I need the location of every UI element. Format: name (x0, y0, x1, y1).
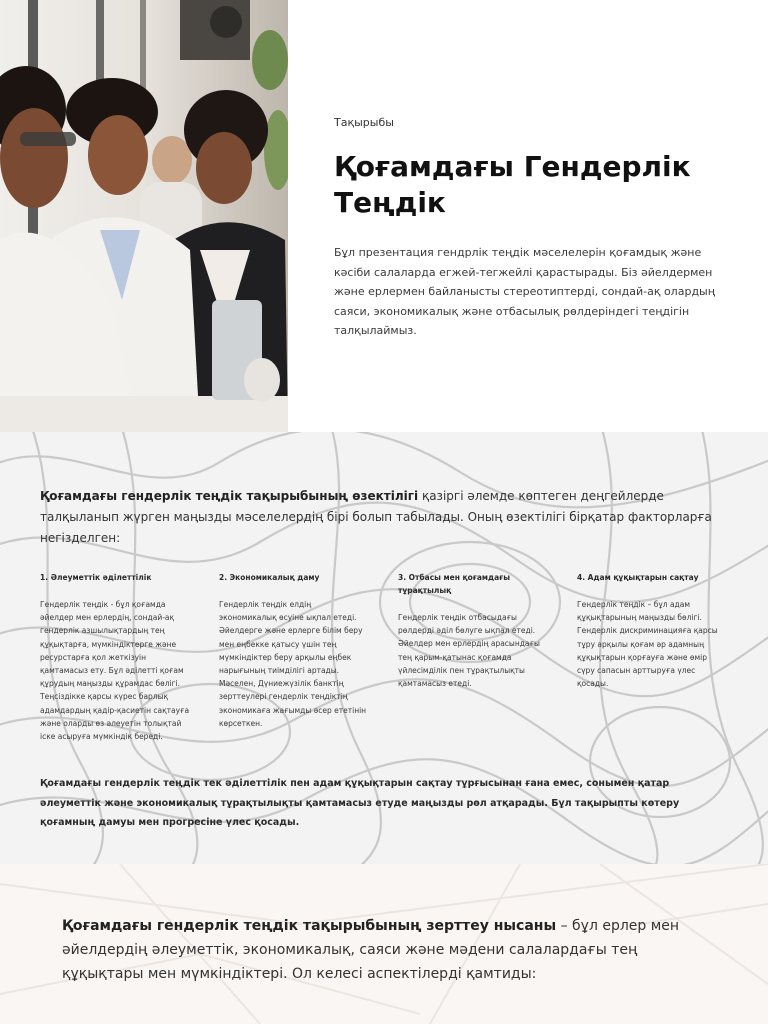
page-title: Қоғамдағы Гендерлік Теңдік (334, 150, 691, 219)
factor-body: Гендерлік теңдік - бұл қоғамда әйелдер мен ерлердің, сондай-ақ гендерлік азшылықтардың тең құқықтарға, мүмкіндіктерге және ресурстарға қол жеткізуін қамтамасыз ету. Бұл әділетті қоғам құрудың маңызды құрамдас бөлігі. Теңсіздікке қарсы күрес барлық адамдардың қадір-қасиетін сақтауға және оларды өз әлеуетін толықтай іске асыруға мүмкіндік береді. (40, 600, 190, 742)
hero-photo (0, 0, 288, 432)
factor-column (219, 571, 369, 730)
factor-column (577, 571, 727, 690)
factor-body: Гендерлік теңдік елдің экономикалық өсуіне ықпал етеді. Әйелдерге және ерлерге білім беру мен еңбекке қатысу үшін тең мүмкіндіктер беру арқылы еңбек нарығының тиімділігі артады. Мәселен, Дүниежүзілік банктің зерттеулері гендерлік теңдіктің экономикаға жағымды әсер ететінін көрсеткен. (219, 600, 367, 728)
factor-body: Гендерлік теңдік отбасыдағы рөлдерді әділ бөлуге ықпал етеді. Әйелдер мен ерлердің арасындағы тең қарым-қатынас қоғамда үйлесімділік пен тұрақтылықты қамтамасыз етеді. (398, 613, 540, 689)
factor-title: 2. Экономикалық даму (219, 573, 320, 582)
relevance-intro-text: қазіргі әлемде көптеген деңгейлерде талқыланып жүрген маңызды мәселелердің бірі болып табылады. Оның өзектілігі бірқатар факторларға негізделген: (40, 489, 712, 545)
eyebrow-label: Тақырыбы (334, 116, 394, 129)
lead-paragraph: Бұл презентация гендрлік теңдік мәселелерін қоғамдық және кәсіби салаларда егжей-тегжейлі қарастырады. Біз әйелдермен және ерлермен байланысты стереотиптерді, сондай-ақ олардың саяси, экономикалық және отбасылық рөлдеріндегі теңдігін талқылаймыз. (334, 246, 715, 337)
hero-section (0, 0, 768, 432)
factor-column (398, 571, 548, 690)
research-text: – бұл ерлер мен әйелдердің әлеуметтік, экономикалық, саяси және мәдени салалардағы тең құқықтары мен мүмкіндіктері. Ол келесі аспектілерді қамтиды: (62, 918, 680, 982)
relevance-conclusion: Қоғамдағы гендерлік теңдік тек әділеттілік пен адам құқықтарын сақтау тұрғысынан ғана емес, сонымен қатар әлеуметтік және экономикалық тұрақтылықты қамтамасыз етуде маңызды рөл атқарады. Бұл тақырыпты көтеру қоғамның дамуы мен прогресіне үлес қосады. (40, 778, 680, 828)
relevance-intro-bold: Қоғамдағы гендерлік теңдік тақырыбының өзектілігі (40, 489, 419, 503)
factor-body: Гендерлік теңдік – бұл адам құқықтарының маңызды бөлігі. Гендерлік дискриминацияға қарсы тұру арқылы қоғам әр адамның құқықтарын қорғауға және өмір сүру сапасын арттыруға үлес қосады. (577, 600, 718, 689)
hero-text (334, 116, 734, 341)
factor-title: 1. Әлеуметтік әділеттілік (40, 573, 152, 582)
relevance-intro (40, 486, 730, 549)
relevance-content (40, 486, 730, 791)
research-section (0, 864, 768, 1024)
factor-column (40, 571, 190, 743)
factor-title: 4. Адам құқықтарын сақтау (577, 573, 699, 582)
relevance-section (0, 432, 768, 864)
research-paragraph (62, 914, 722, 986)
factors-columns (40, 571, 730, 791)
office-women-photo (0, 0, 288, 432)
research-bold: Қоғамдағы гендерлік теңдік тақырыбының зерттеу нысаны (62, 918, 557, 934)
factor-title: 3. Отбасы мен қоғамдағы тұрақтылық (398, 573, 511, 595)
